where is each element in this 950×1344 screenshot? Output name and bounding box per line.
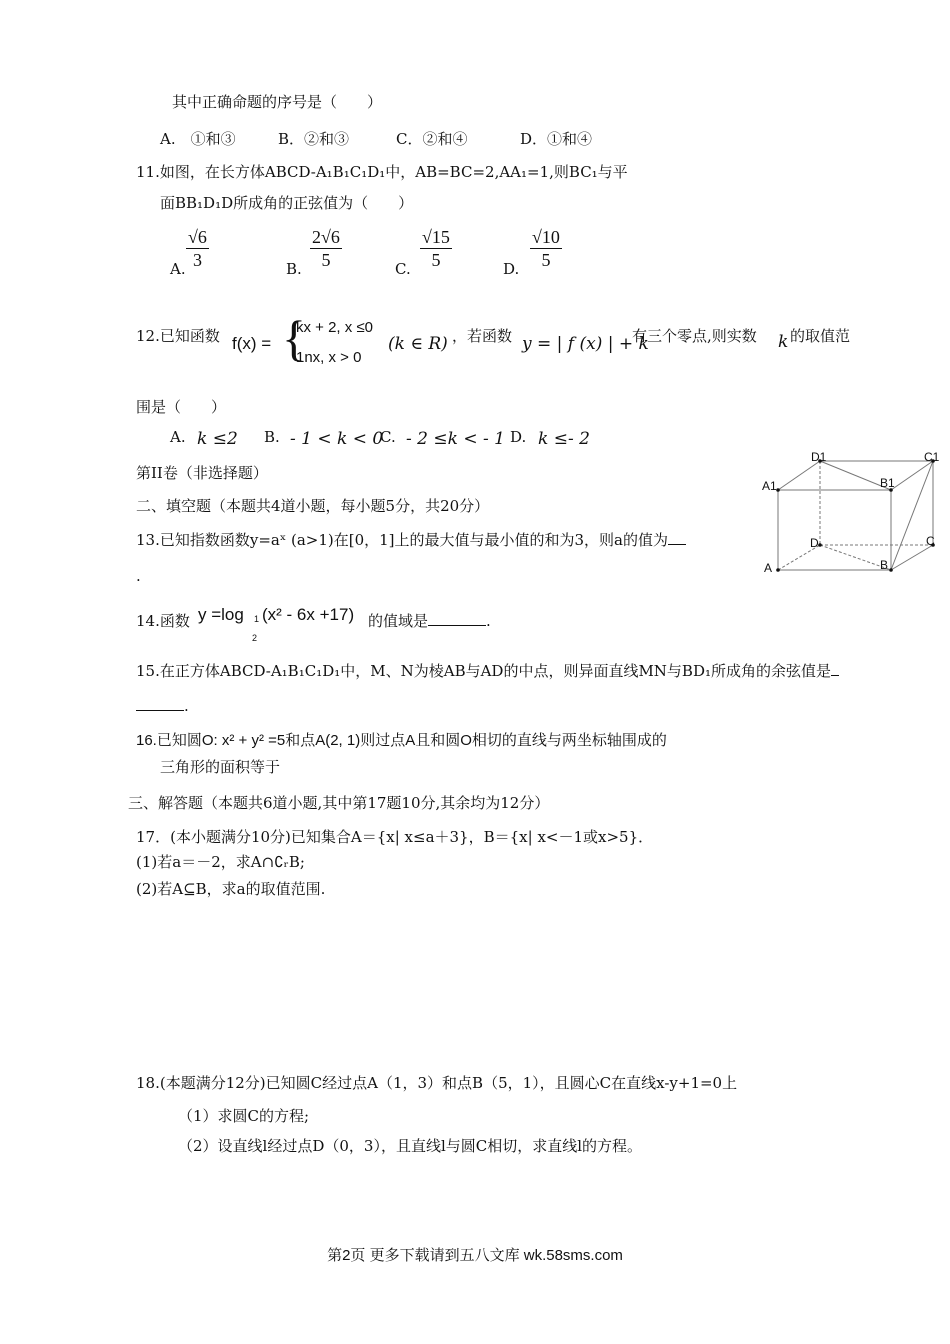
label-d1: D1 bbox=[811, 450, 827, 464]
q16-line1: 16.已知圆O: x² + y² =5和点A(2, 1)则过点A且和圆O相切的直线与两坐标轴围成的 bbox=[136, 732, 667, 749]
q12-k: k bbox=[778, 332, 789, 352]
q12-option-d-label: D. bbox=[510, 428, 527, 446]
q12-tail2: 的取值范 bbox=[790, 327, 851, 345]
q11-option-c-label: C. bbox=[395, 260, 411, 278]
section2-title: 第II卷（非选择题） bbox=[136, 464, 268, 482]
q10-option-b: B．②和③ bbox=[278, 130, 350, 148]
q12-fx: f(x) = bbox=[232, 334, 272, 353]
point-a1 bbox=[776, 488, 780, 492]
edge-b1-c1 bbox=[891, 461, 933, 490]
q11-option-b-fraction: $\frac{2√6}{5}$ bbox=[312, 227, 340, 270]
label-b1: B1 bbox=[880, 476, 895, 490]
q13-cont: . bbox=[136, 567, 141, 585]
q12-option-a-label: A. bbox=[170, 428, 186, 446]
q11-option-a-fraction: $\frac{√6}{3}$ bbox=[188, 227, 207, 270]
q14-arg: (x² - 6x +17) bbox=[262, 605, 355, 624]
q12-case1: kx + 2, x ≤0 bbox=[296, 319, 374, 336]
q11-line1: 11.如图，在长方体ABCD-A₁B₁C₁D₁中，AB=BC=2,AA₁=1,则BC₁与平 bbox=[136, 163, 628, 181]
q17-line1: 17．(本小题满分10分)已知集合A＝{x| x≤a＋3}，B＝{x| x<－1或x>5}． bbox=[136, 828, 654, 846]
q15-text: 15.在正方体ABCD-A₁B₁C₁D₁中，M、N为棱AB与AD的中点，则异面直线MN与BD₁所成角的余弦值是 bbox=[136, 661, 839, 681]
q12-line2: 围是（ ） bbox=[136, 398, 227, 416]
point-d bbox=[818, 543, 822, 547]
q17-line2: (1)若a＝－2，求A∩∁ᵣB; bbox=[136, 853, 305, 871]
q12-y-expr: y = | f (x) | + k bbox=[522, 334, 649, 354]
q17-line3: (2)若A⊆B，求a的取值范围. bbox=[136, 880, 326, 898]
q10-option-c: C．②和④ bbox=[396, 130, 468, 148]
label-b: B bbox=[880, 558, 889, 572]
q11-option-d-fraction: $\frac{√10}{5}$ bbox=[532, 227, 560, 270]
label-a: A bbox=[764, 561, 773, 575]
q16-line2: 三角形的面积等于 bbox=[160, 758, 281, 776]
q12-option-b-expr: - 1 < k < 0 bbox=[290, 429, 384, 449]
q13-text: 13.已知指数函数y=aˣ (a>1)在[0，1]上的最大值与最小值的和为3，则a的值为 bbox=[136, 530, 686, 550]
q12-option-a-expr: k ≤2 bbox=[197, 429, 238, 449]
q11-line2: 面BB₁D₁D所成角的正弦值为（ ） bbox=[160, 194, 414, 212]
q11-option-d-label: D. bbox=[503, 260, 520, 278]
q12-condition: (k ∈ R) bbox=[388, 334, 448, 354]
q10-option-a: A. ①和③ bbox=[160, 130, 236, 148]
q12-option-c-expr: - 2 ≤k < - 1 bbox=[406, 429, 505, 449]
section3-heading: 三、解答题（本题共6道小题,其中第17题10分,其余均为12分） bbox=[128, 794, 550, 812]
q12-option-d-expr: k ≤- 2 bbox=[538, 429, 590, 449]
section2-heading: 二、填空题（本题共4道小题，每小题5分，共20分） bbox=[136, 497, 490, 515]
q14-base-den: 2 bbox=[252, 633, 258, 643]
point-a bbox=[776, 568, 780, 572]
q10-prompt: 其中正确命题的序号是（ ） bbox=[172, 93, 383, 111]
q11-option-b-label: B. bbox=[286, 260, 302, 278]
q12-lead: 12.已知函数 bbox=[136, 327, 220, 345]
edge-a1-d1 bbox=[778, 461, 820, 490]
point-b bbox=[889, 568, 893, 572]
q10-option-d: D．①和④ bbox=[520, 130, 593, 148]
label-a1: A1 bbox=[762, 479, 777, 493]
label-d: D bbox=[810, 536, 819, 550]
page-footer: 第2页 更多下载请到五八文库 wk.58sms.com bbox=[327, 1247, 623, 1264]
q12-brace: { bbox=[282, 310, 306, 366]
q14-base-num: 1 bbox=[254, 614, 260, 624]
q15-cont: . bbox=[136, 696, 189, 716]
q11-option-c-fraction: $\frac{√15}{5}$ bbox=[422, 227, 450, 270]
q12-mid: ，若函数 bbox=[452, 327, 513, 345]
label-c: C bbox=[926, 534, 935, 548]
q14-lead: 14.函数 bbox=[136, 612, 190, 630]
q18-line3: （2）设直线l经过点D（0，3），且直线l与圆C相切，求直线l的方程。 bbox=[178, 1137, 643, 1155]
q14-tail: 的值域是 . bbox=[368, 612, 491, 630]
q12-option-c-label: C. bbox=[380, 428, 396, 446]
q18-line1: 18.(本题满分12分)已知圆C经过点A（1，3）和点B（5，1），且圆心C在直线x-y+1=0上 bbox=[136, 1074, 738, 1092]
q18-line2: （1）求圆C的方程; bbox=[178, 1107, 310, 1125]
q12-case2: 1nx, x > 0 bbox=[296, 349, 362, 366]
edge-b-c bbox=[891, 545, 933, 570]
q11-option-a-label: A. bbox=[170, 260, 186, 278]
cuboid-figure bbox=[750, 445, 950, 580]
q12-option-b-label: B. bbox=[264, 428, 280, 446]
q14-expr: y =log bbox=[198, 605, 244, 624]
label-c1: C1 bbox=[924, 450, 940, 464]
edge-b-c1 bbox=[891, 461, 933, 570]
q12-tail: 有三个零点,则实数 bbox=[632, 327, 757, 345]
